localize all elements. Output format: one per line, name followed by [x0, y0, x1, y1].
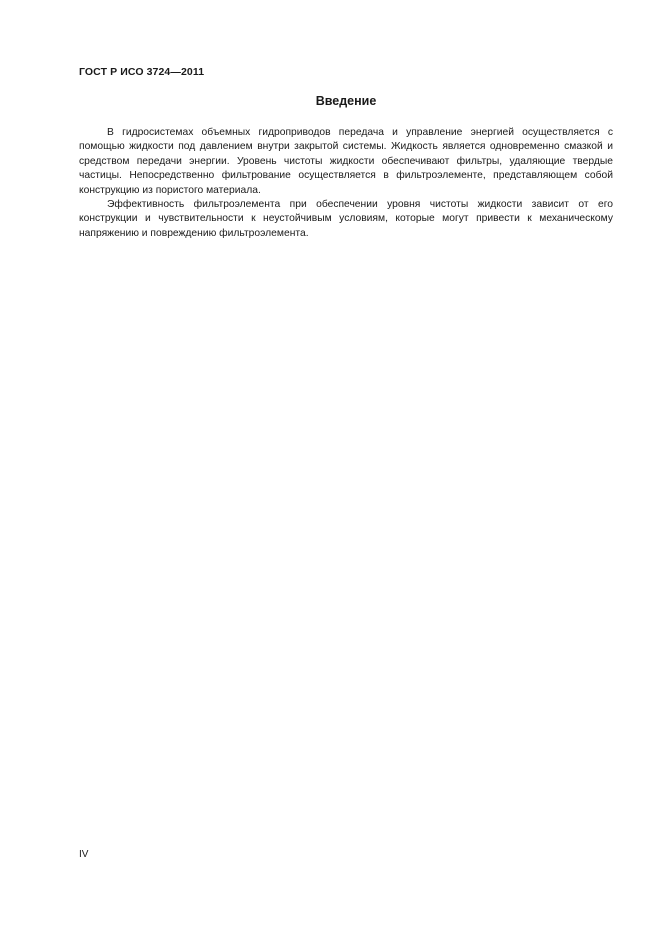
section-title: Введение [315, 94, 377, 108]
page-number: IV [79, 849, 89, 860]
paragraph: В гидросистемах объемных гидроприводов передача и управление энергией осуществляется с помощью жидкости под давлением внутри закрытой системы. Жидкость является одновременно смазкой и средством передачи энергии. Уровень чистоты жидкости обеспечивают фильтры, удаляющие твердые частицы. Непосредственно фильтрование осуществляется в фильтроэлементе, представляющем собой конструкцию из пористого материала. [79, 127, 613, 196]
introduction-body [79, 126, 613, 241]
paragraph: Эффективность фильтроэлемента при обеспечении уровня чистоты жидкости зависит от его конструкции и чувствительности к неустойчивым условиям, которые могут привести к механическому напряжению и повреждению фильтроэлемента. [79, 199, 613, 239]
standard-code-header: ГОСТ Р ИСО 3724—2011 [79, 66, 205, 78]
